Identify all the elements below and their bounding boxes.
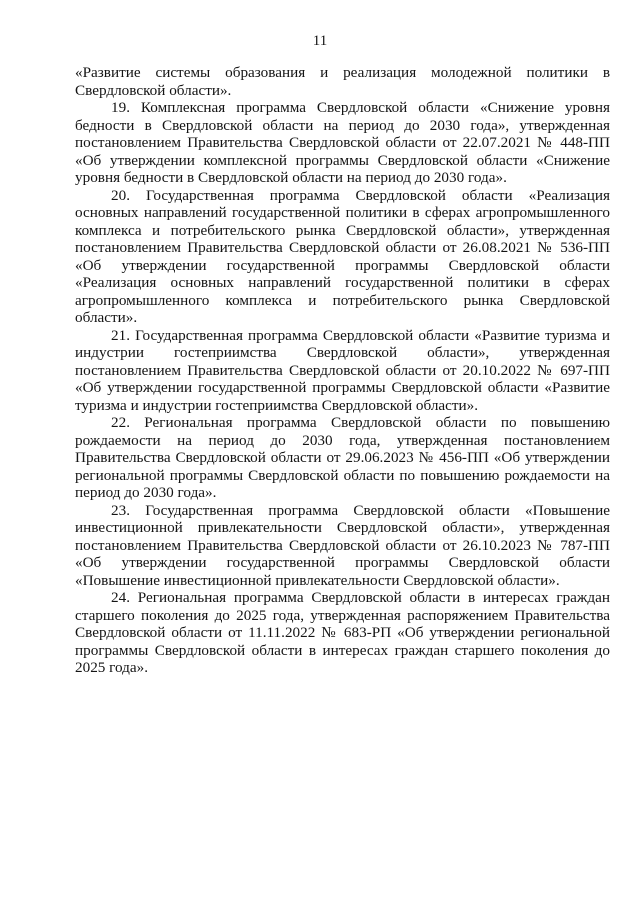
document-body bbox=[75, 64, 610, 677]
paragraph-item-23: 23. Государственная программа Свердловской области «Повышение инвестиционной привлекательности Свердловской области», утвержденная постановлением Правительства Свердловской области от 26.10.2023 № 787-ПП «Об утверждении государственной программы Свердловской области «Повышение инвестиционной привлекательности Свердловской области». bbox=[75, 501, 610, 589]
paragraph-item-19: 19. Комплексная программа Свердловской области «Снижение уровня бедности в Свердловской области на период до 2030 года», утвержденная постановлением Правительства Свердловской области от 22.07.2021 № 448-ПП «Об утверждении комплексной программы Свердловской области «Снижение уровня бедности в Свердловской области на период до 2030 года». bbox=[75, 99, 610, 186]
paragraph-item-24: 24. Региональная программа Свердловской области в интересах граждан старшего поколения до 2025 года, утвержденная распоряжением Правительства Свердловской области от 11.11.2022 № 683-РП «Об утверждении региональной программы Свердловской области в интересах граждан старшего поколения до 2025 года». bbox=[75, 589, 610, 676]
page-number: 11 bbox=[312, 33, 328, 49]
paragraph-item-21: 21. Государственная программа Свердловской области «Развитие туризма и индустрии гостеприимства Свердловской области», утвержденная постановлением Правительства Свердловской области от 20.10.2022 № 697-ПП «Об утверждении государственной программы Свердловской области «Развитие туризма и индустрии гостеприимства Свердловской области». bbox=[75, 326, 610, 414]
paragraph-item-22: 22. Региональная программа Свердловской области по повышению рождаемости на период до 2030 года, утвержденная постановлением Правительства Свердловской области от 29.06.2023 № 456-ПП «Об утверждении региональной программы Свердловской области по повышению рождаемости на период до 2030 года». bbox=[75, 414, 610, 501]
paragraph-item-20: 20. Государственная программа Свердловской области «Реализация основных направлений государственной политики в сферах агропромышленного комплекса и потребительского рынка Свердловской области», утвержденная постановлением Правительства Свердловской области от 26.08.2021 № 536-ПП «Об утверждении государственной программы Свердловской области «Реализация основных направлений государственной политики в сферах агропромышленного комплекса и потребительского рынка Свердловской области». bbox=[75, 186, 610, 326]
paragraph-continuation: «Развитие системы образования и реализация молодежной политики в Свердловской области». bbox=[75, 64, 610, 99]
